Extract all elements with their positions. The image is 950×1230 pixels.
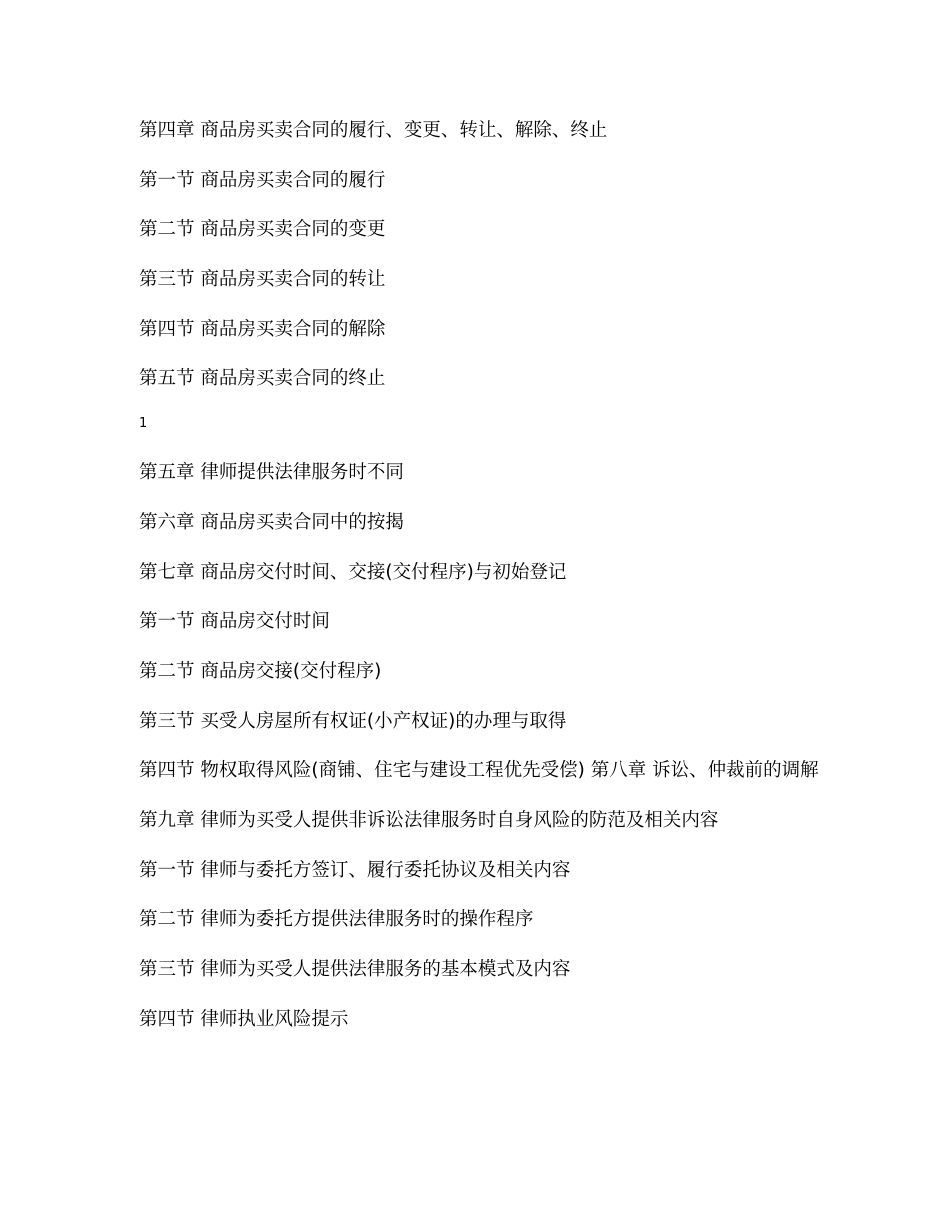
section-7-1: 第一节 商品房交付时间 [139, 611, 330, 633]
section-7-3: 第三节 买受人房屋所有权证(小产权证)的办理与取得 [139, 710, 567, 732]
page-number: 1 [139, 416, 148, 432]
section-4-3: 第三节 商品房买卖合同的转让 [139, 269, 386, 291]
section-7-4-and-chapter-8: 第四节 物权取得风险(商铺、住宅与建设工程优先受偿) 第八章 诉讼、仲裁前的调解 [139, 760, 819, 782]
section-4-5: 第五节 商品房买卖合同的终止 [139, 368, 386, 390]
section-9-1: 第一节 律师与委托方签订、履行委托协议及相关内容 [139, 859, 571, 881]
section-4-4: 第四节 商品房买卖合同的解除 [139, 318, 386, 340]
section-4-1: 第一节 商品房买卖合同的履行 [139, 169, 386, 191]
section-9-2: 第二节 律师为委托方提供法律服务时的操作程序 [139, 909, 534, 931]
chapter-4-heading: 第四章 商品房买卖合同的履行、变更、转让、解除、终止 [139, 120, 608, 141]
chapter-7-heading: 第七章 商品房交付时间、交接(交付程序)与初始登记 [139, 561, 567, 583]
section-9-3: 第三节 律师为买受人提供法律服务的基本模式及内容 [139, 959, 571, 980]
section-9-4: 第四节 律师执业风险提示 [139, 1008, 349, 1030]
chapter-9-heading: 第九章 律师为买受人提供非诉讼法律服务时自身风险的防范及相关内容 [139, 809, 719, 831]
section-7-2: 第二节 商品房交接(交付程序) [139, 660, 382, 682]
chapter-6-heading: 第六章 商品房买卖合同中的按揭 [139, 511, 404, 533]
section-4-2: 第二节 商品房买卖合同的变更 [139, 219, 386, 241]
table-of-contents [139, 116, 819, 1054]
chapter-5-heading: 第五章 律师提供法律服务时不同 [139, 462, 404, 484]
